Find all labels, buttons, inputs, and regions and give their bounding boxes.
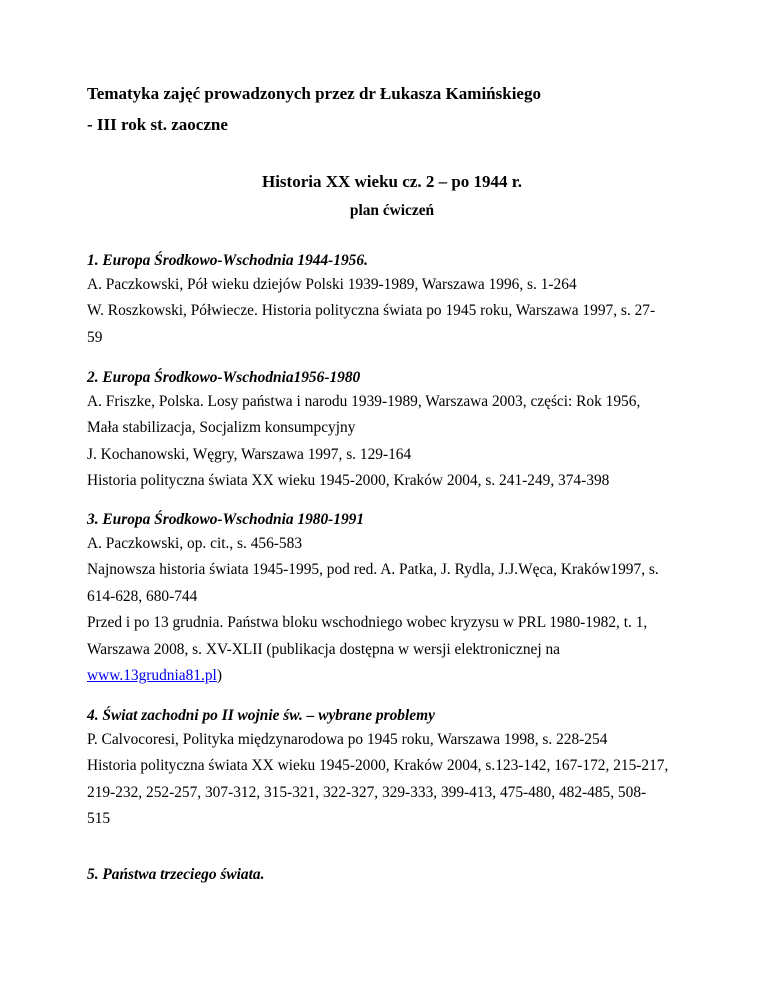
section-3 bbox=[87, 509, 687, 689]
section-heading: 5. Państwa trzeciego świata. bbox=[87, 866, 265, 883]
reference-line: 59 bbox=[87, 328, 103, 346]
reference-line: J. Kochanowski, Węgry, Warszawa 1997, s. 129-164 bbox=[87, 445, 412, 463]
website-link[interactable]: www.13grudnia81.pl bbox=[87, 667, 217, 685]
section-heading: 1. Europa Środkowo-Wschodnia 1944-1956. bbox=[87, 252, 368, 269]
reference-line: Warszawa 2008, s. XV-XLII (publikacja dostępna w wersji elektronicznej na bbox=[87, 640, 561, 658]
reference-line: 219-232, 252-257, 307-312, 315-321, 322-327, 329-333, 399-413, 475-480, 482-485, 508- bbox=[87, 783, 647, 801]
reference-line: 614-628, 680-744 bbox=[87, 587, 198, 605]
section-heading: 4. Świat zachodni po II wojnie św. – wybrane problemy bbox=[87, 707, 435, 724]
course-title: Historia XX wieku cz. 2 – po 1944 r. bbox=[261, 172, 523, 191]
document-subtitle: - III rok st. zaoczne bbox=[87, 115, 228, 134]
reference-line: A. Paczkowski, op. cit., s. 456-583 bbox=[87, 535, 303, 552]
reference-line: Historia polityczna świata XX wieku 1945-2000, Kraków 2004, s.123-142, 167-172, 215-217, bbox=[87, 757, 669, 775]
reference-line: Mała stabilizacja, Socjalizm konsumpcyjny bbox=[87, 419, 356, 437]
link-suffix: ) bbox=[216, 667, 222, 685]
reference-line: 515 bbox=[87, 810, 111, 828]
reference-line: W. Roszkowski, Półwiecze. Historia polityczna świata po 1945 roku, Warszawa 1997, s. 27- bbox=[87, 302, 656, 320]
reference-line: Przed i po 13 grudnia. Państwa bloku wschodniego wobec kryzysu w PRL 1980-1982, t. 1, bbox=[87, 614, 648, 632]
section-heading: 3. Europa Środkowo-Wschodnia 1980-1991 bbox=[87, 511, 365, 528]
document-title: Tematyka zajęć prowadzonych przez dr Łukasza Kamińskiego bbox=[87, 84, 541, 103]
section-5 bbox=[87, 864, 687, 886]
section-4 bbox=[87, 705, 687, 833]
reference-line: P. Calvocoresi, Polityka międzynarodowa po 1945 roku, Warszawa 1998, s. 228-254 bbox=[87, 731, 608, 748]
reference-line: Najnowsza historia świata 1945-1995, pod red. A. Patka, J. Rydla, J.J.Węca, Kraków1997, s. bbox=[87, 561, 659, 579]
course-subtitle: plan ćwiczeń bbox=[349, 202, 435, 219]
reference-line: Historia polityczna świata XX wieku 1945-2000, Kraków 2004, s. 241-249, 374-398 bbox=[87, 472, 610, 490]
reference-line: A. Paczkowski, Pół wieku dziejów Polski 1939-1989, Warszawa 1996, s. 1-264 bbox=[87, 276, 577, 293]
reference-line: A. Friszke, Polska. Losy państwa i narodu 1939-1989, Warszawa 2003, części: Rok 1956, bbox=[87, 393, 641, 410]
section-2 bbox=[87, 367, 687, 495]
reference-line-with-link bbox=[87, 663, 687, 689]
section-heading: 2. Europa Środkowo-Wschodnia1956-1980 bbox=[87, 369, 361, 386]
section-1 bbox=[87, 250, 687, 351]
